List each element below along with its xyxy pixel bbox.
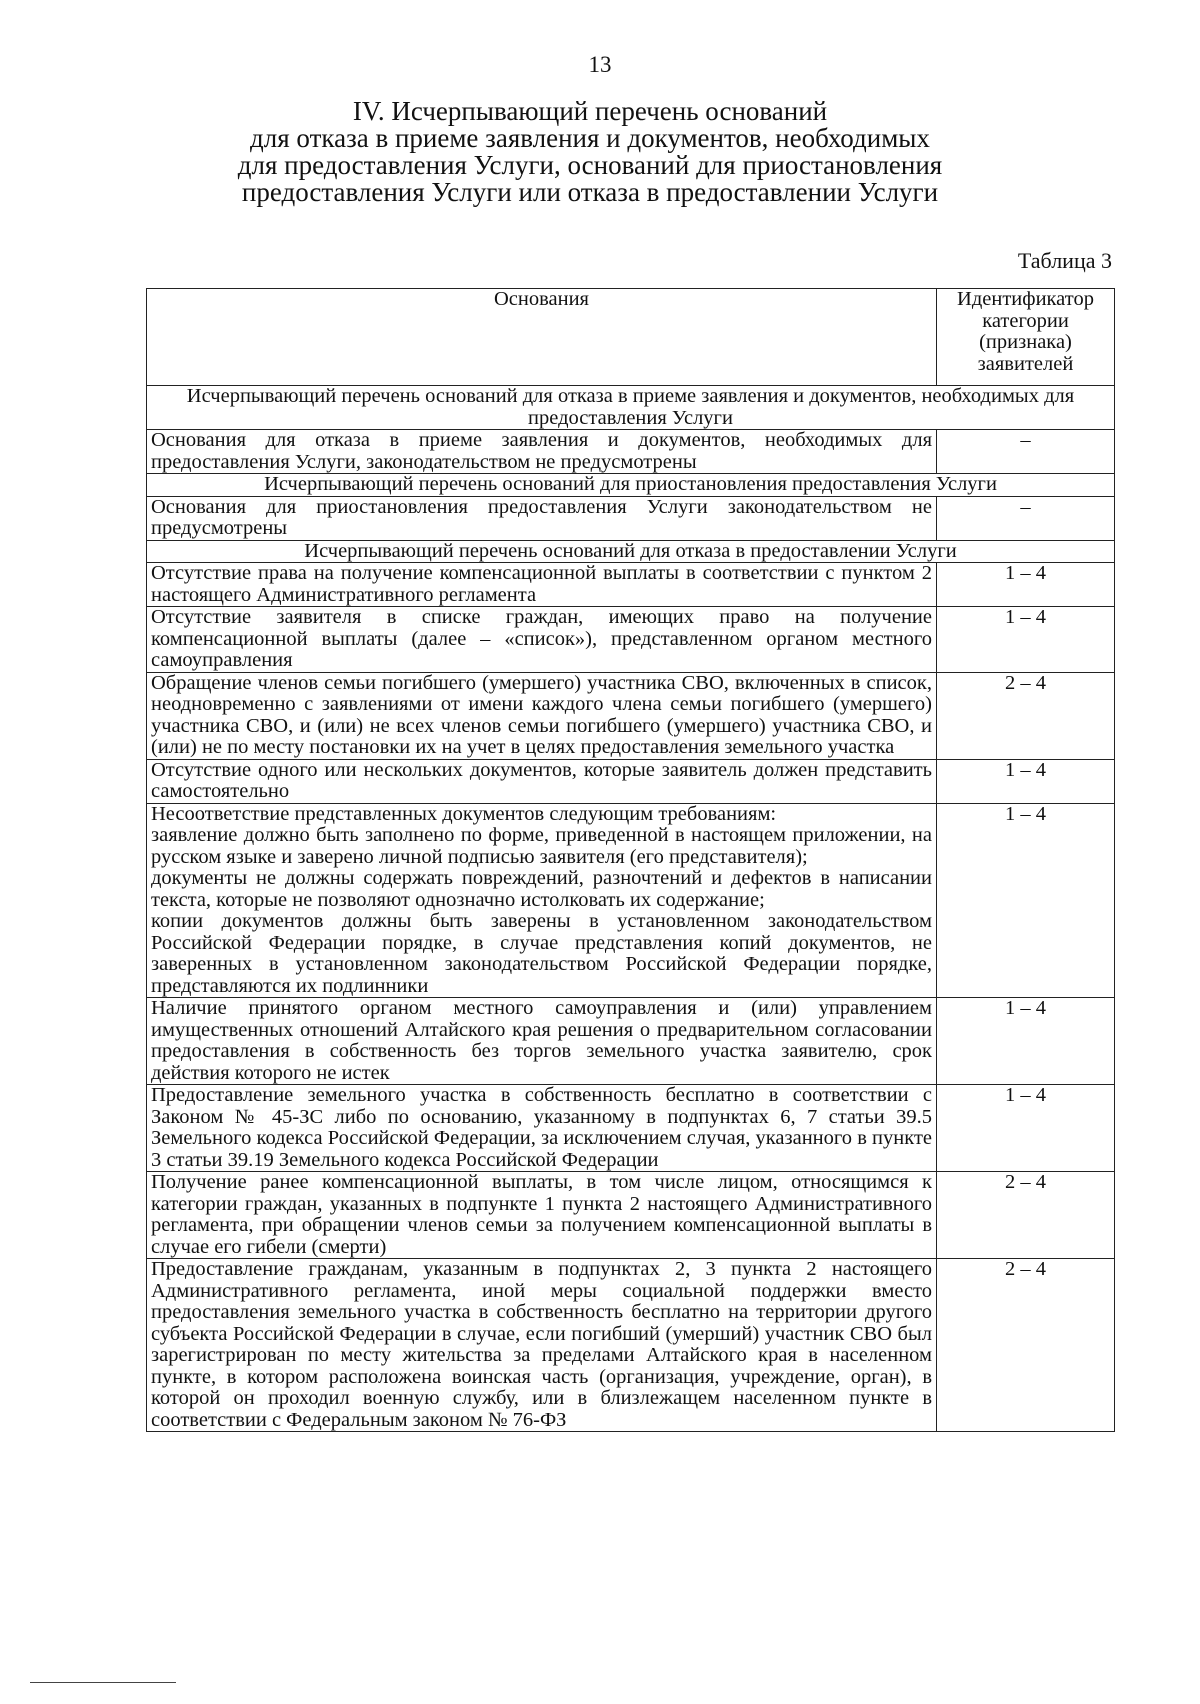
table-row (147, 1085, 1115, 1172)
identifier-cell: 1 – 4 (937, 1085, 1115, 1172)
table-row (147, 496, 1115, 540)
basis-cell: Предоставление гражданам, указанным в подпунктах 2, 3 пункта 2 настоящего Административного регламента, иной меры социальной поддержки вместо предоставления земельного участка в собственность бесплатно на территории другого субъекта Российской Федерации в случае, если погибший (умерший) участник СВО был зарегистрирован по месту жительства за пределами Алтайского края в населенном пункте, в котором расположена воинская часть (организация, учреждение, орган), в которой он проходил военную службу, или в близлежащем населенном пункте в соответствии с Федеральным законом № 76-ФЗ (147, 1259, 937, 1432)
basis-cell: Отсутствие права на получение компенсационной выплаты в соответствии с пунктом 2 настоящего Административного регламента (147, 563, 937, 607)
basis-paragraph: копии документов должны быть заверены в установленном законодательством Российской Федерации порядке, в случае представления копий документов, не заверенных в установленном законодательством Российской Федерации порядке, представляются их подлинники (151, 910, 932, 997)
table-caption: Таблица 3 (1017, 248, 1112, 273)
section-heading: Исчерпывающий перечень оснований для отказа в предоставлении Услуги (147, 540, 1115, 563)
title-line: для предоставления Услуги, оснований для приостановления (237, 150, 943, 180)
header-identifier-line: (признака) (979, 331, 1072, 353)
header-identifier (937, 289, 1115, 386)
section-heading-row (147, 474, 1115, 497)
identifier-cell: 1 – 4 (937, 759, 1115, 803)
basis-cell: Обращение членов семьи погибшего (умершего) участника СВО, включенных в список, неодновременно с заявлениями от имени каждого члена семьи погибшего (умершего) участника СВО, и (или) не всех членов семьи погибшего (умершего) участника СВО, и (или) не по месту постановки их на учет в целях предоставления земельного участка (147, 672, 937, 759)
table-header-row (147, 289, 1115, 386)
identifier-cell: 2 – 4 (937, 672, 1115, 759)
title-line: предоставления Услуги или отказа в предоставлении Услуги (241, 177, 939, 207)
identifier-cell: 1 – 4 (937, 607, 1115, 673)
page-number: 13 (588, 52, 612, 77)
section-heading-row (147, 386, 1115, 430)
basis-cell (147, 803, 937, 998)
identifier-cell: 2 – 4 (937, 1172, 1115, 1259)
table-row (147, 563, 1115, 607)
section-heading: Исчерпывающий перечень оснований для отказа в приеме заявления и документов, необходимых для предоставления Услуги (147, 386, 1115, 430)
header-identifier-line: заявителей (977, 352, 1074, 375)
basis-paragraph: Несоответствие представленных документов следующим требованиям: (151, 802, 777, 825)
table-row (147, 672, 1115, 759)
section-heading-row (147, 540, 1115, 563)
basis-cell: Получение ранее компенсационной выплаты, в том числе лицом, относящимся к категории граждан, указанных в подпункте 1 пункта 2 настоящего Административного регламента, при обращении членов семьи за получением компенсационной выплаты в случае его гибели (смерти) (147, 1172, 937, 1259)
identifier-cell: 2 – 4 (937, 1259, 1115, 1432)
basis-cell: Основания для отказа в приеме заявления и документов, необходимых для предоставления Услуги, законодательством не предусмотрены (147, 430, 937, 474)
header-identifier-line: категории (982, 309, 1069, 332)
section-heading: Исчерпывающий перечень оснований для приостановления предоставления Услуги (147, 474, 1115, 497)
basis-paragraph: заявление должно быть заполнено по форме, приведенной в настоящем приложении, на русском языке и заверено личной подписью заявителя (его представителя); (151, 824, 932, 868)
grounds-table (146, 288, 1115, 1432)
header-identifier-line: Идентификатор (957, 288, 1094, 310)
table-row (147, 759, 1115, 803)
identifier-cell: 1 – 4 (937, 563, 1115, 607)
basis-cell: Отсутствие одного или нескольких документов, которые заявитель должен представить самостоятельно (147, 759, 937, 803)
footnote-separator (30, 1682, 176, 1683)
table-row (147, 998, 1115, 1085)
section-title (150, 98, 1030, 206)
basis-cell: Основания для приостановления предоставления Услуги законодательством не предусмотрены (147, 496, 937, 540)
header-basis: Основания (147, 289, 937, 386)
basis-paragraph: документы не должны содержать повреждений, разночтений и дефектов в написании текста, которые не позволяют однозначно истолковать их содержание; (151, 867, 932, 911)
title-line: IV. Исчерпывающий перечень оснований (352, 96, 828, 126)
table-row (147, 430, 1115, 474)
identifier-cell: – (937, 430, 1115, 474)
table-row (147, 803, 1115, 998)
table-row (147, 607, 1115, 673)
identifier-cell: 1 – 4 (937, 998, 1115, 1085)
identifier-cell: 1 – 4 (937, 803, 1115, 998)
title-line: для отказа в приеме заявления и документов, необходимых (250, 123, 930, 153)
table-row (147, 1259, 1115, 1432)
basis-cell: Наличие принятого органом местного самоуправления и (или) управлением имущественных отношений Алтайского края решения о предварительном согласовании предоставления в собственность без торгов земельного участка заявителю, срок действия которого не истек (147, 998, 937, 1085)
basis-cell: Отсутствие заявителя в списке граждан, имеющих право на получение компенсационной выплаты (далее – «список»), представленном органом местного самоуправления (147, 607, 937, 673)
table-row (147, 1172, 1115, 1259)
identifier-cell: – (937, 496, 1115, 540)
basis-cell: Предоставление земельного участка в собственность бесплатно в соответствии с Законом № 45-ЗС либо по основанию, указанному в подпунктах 6, 7 статьи 39.5 Земельного кодекса Российской Федерации, за исключением случая, указанного в пункте 3 статьи 39.19 Земельного кодекса Российской Федерации (147, 1085, 937, 1172)
